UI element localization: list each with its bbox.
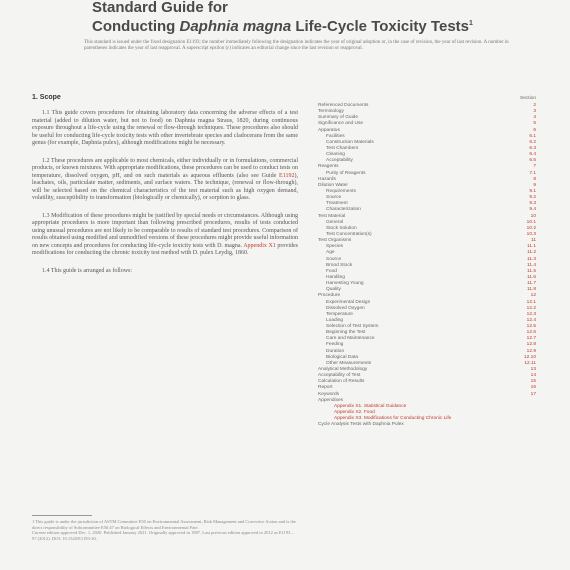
toc-section-number[interactable]: 6.2 [529, 139, 536, 145]
toc-section-number[interactable]: 7 [533, 164, 536, 170]
toc-entry-title: Significance and Use [318, 121, 364, 127]
toc-section-number[interactable]: 12.10 [523, 354, 536, 360]
toc-row[interactable] [318, 422, 536, 428]
toc-section-number[interactable]: 12 [530, 293, 536, 299]
toc-entry-title: Test Concentration(s) [326, 231, 372, 237]
toc-section-number[interactable]: 10.2 [526, 225, 536, 231]
paragraph-1-3 [32, 213, 298, 258]
p2-text: 1.2 These procedures are applicable to most chemicals, either individually or in formulations, commercial products, or known mixtures. With appropriate modifications, these procedures can be used to conduct tests on temperature, dissolved oxygen, pH, and on such materials as aqueous effluents (also see Guide [32, 157, 298, 179]
footnote-1: 1 This guide is under the jurisdiction of ASTM Committee E50 on Environmental Assessment, Risk Management and Corrective Action and is the direct responsibility of Subcommittee E50.47 on Biological Effects and Environmental Fate. [32, 519, 296, 530]
section-rows [318, 103, 536, 428]
toc-entry-title: Test Material [318, 213, 346, 219]
toc-entry-title: Source [326, 256, 342, 262]
toc-entry-title: Test Organisms [318, 238, 352, 244]
toc-section-number[interactable]: 11.1 [527, 244, 536, 250]
title-line-2 [92, 16, 512, 35]
toc-section-number[interactable]: 9 [533, 182, 536, 188]
toc-section-number[interactable]: 17 [530, 391, 536, 397]
toc-entry-title: Apparatus [318, 127, 340, 133]
toc-entry-title: Cycle Analysis Tests with Daphnia Pulex [318, 422, 404, 428]
toc-entry-title: Procedure [318, 293, 341, 299]
toc-section-number[interactable]: 16 [530, 385, 536, 391]
toc-section-number[interactable]: 9.1 [529, 188, 536, 194]
title-text: Conducting [92, 18, 180, 35]
toc-section-number[interactable]: 9.2 [529, 195, 536, 201]
paragraph-1-1: 1.1 This guide covers procedures for obtaining laboratory data concerning the adverse effects of a test material (added to dilution water, but not to food) on Daphnia magna Straus, 1820, during continuous exposure throughout a life-cycle using the renewal or flow-through techniques. These procedures also should be useful for conducting life-cycle toxicity tests with other invertebrate species and cladocerans from the same genus (for example, Daphnia pulex), although modifications might be necessary. [32, 110, 298, 146]
toc-entry-title: Biological Data [326, 354, 358, 360]
toc-entry-title: Experimental Design [326, 299, 371, 305]
toc-entry-title: Feeding [326, 342, 344, 348]
toc-entry-title: Construction Materials [326, 139, 374, 145]
toc-entry-title: Dissolved Oxygen [326, 305, 365, 311]
toc-section-number[interactable]: 11.4 [527, 262, 536, 268]
title-footnote-mark: 1 [469, 20, 473, 27]
toc-section-number[interactable]: 14 [530, 373, 536, 379]
toc-entry-title: Calculation of Results [318, 379, 365, 385]
toc-section-number[interactable]: 7.1 [529, 170, 536, 176]
toc-section-number[interactable]: 9.4 [529, 207, 536, 213]
toc-entry-title: Food [326, 268, 337, 274]
toc-section-number[interactable]: 10.3 [526, 231, 536, 237]
toc-section-number[interactable]: 2 [533, 103, 536, 108]
guide-e1192-link[interactable]: E1192 [279, 172, 295, 179]
footnotes [32, 515, 298, 541]
footnote-rule [32, 515, 92, 516]
document-title [92, 0, 512, 35]
toc-entry-title: Beginning the Test [326, 330, 366, 336]
toc-section-number[interactable]: 13 [530, 367, 536, 373]
toc-section-number[interactable]: 12.3 [526, 311, 536, 317]
toc-section-number[interactable]: 8 [533, 176, 536, 182]
toc-entry-title: Age [326, 250, 335, 256]
toc-entry-title: Acceptability [326, 158, 353, 164]
toc-section-number[interactable]: 9.3 [529, 201, 536, 207]
toc-entry-title: Other Measurements [326, 360, 372, 366]
toc-section-number[interactable]: 11.8 [527, 287, 536, 293]
toc-entry-title: Keywords [318, 391, 340, 397]
toc-entry-title: Species [326, 244, 344, 250]
toc-entry-title: Appendix X3. Modifications for Conducting Chronic Life [334, 416, 452, 422]
toc-entry-title: Stock Solution [326, 225, 357, 231]
scope-heading: 1. Scope [32, 94, 61, 101]
toc-entry-title: Analytical Methodology [318, 367, 368, 373]
toc-entry-title: Referenced Documents [318, 103, 369, 108]
toc-entry-title: Test Chambers [326, 145, 359, 151]
toc-entry-title: Quality [326, 287, 341, 293]
toc-entry-title: Duration [326, 348, 345, 354]
toc-section-number[interactable]: 12.5 [526, 324, 536, 330]
toc-section-number[interactable]: 5 [533, 121, 536, 127]
toc-entry-title: Temperature [326, 311, 353, 317]
toc-entry-title: Brood Stock [326, 262, 353, 268]
toc-section-number[interactable]: 11.7 [527, 281, 536, 287]
toc-section-number[interactable]: 11.6 [527, 274, 536, 280]
toc-entry-title: Hazards [318, 176, 336, 182]
footnote-2: Current edition approved Dec. 1, 2020. Published January 2021. Originally approved in 1987. Last previous edition approved in 2012 as E1193 – 97 (2012). DOI: 10.1520/E1193-20. [32, 530, 294, 541]
paragraph-1-4: 1.4 This guide is arranged as follows: [42, 267, 133, 274]
toc-section-number[interactable]: 6.5 [529, 158, 536, 164]
toc-entry-title: Purity of Reagents [326, 170, 366, 176]
toc-section-number[interactable]: 6.3 [529, 145, 536, 151]
title-species: Daphnia magna [179, 18, 292, 35]
toc-entry-title: Appendix X2. Food [334, 410, 375, 416]
toc-entry-title: Report [318, 385, 333, 391]
p2-text-end: ), leachates, oils, particulate matter, sediments, and surface waters. The technique, (renewal or flow-through), will be selected based on the chemical characteristics of the test material such as high oxygen demand, volatility, susceptibility to transformation (biologically or chemically), or sorption to glass. [32, 172, 298, 201]
toc-entry-title: Appendixes [318, 397, 344, 403]
toc-section-number[interactable]: 12.2 [526, 305, 536, 311]
toc-entry-title: Harvesting Young [326, 281, 364, 287]
toc-entry-title: Source [326, 195, 342, 201]
section-column-header: Section [520, 96, 536, 101]
section-table [318, 96, 536, 428]
toc-entry-title: Dilution Water [318, 182, 348, 188]
toc-entry-title: Characterization [326, 207, 361, 213]
p3-text-end: provides modifications for conducting the chronic toxicity test method with D. pulex Leydig, 1860. [32, 242, 299, 256]
toc-entry-title: Loading [326, 317, 344, 323]
toc-entry-title: Acceptability of Test [318, 373, 361, 379]
toc-entry-title: Requirements [326, 188, 356, 194]
toc-section-number[interactable]: 6.1 [529, 133, 536, 139]
toc-entry-title: Care and Maintenance [326, 336, 375, 342]
toc-section-number[interactable]: 12.4 [526, 317, 536, 323]
toc-entry-title: Treatment [326, 201, 348, 207]
toc-section-number[interactable]: 11 [531, 238, 536, 244]
toc-section-number[interactable]: 4 [533, 115, 536, 121]
toc-section-number[interactable]: 12.1 [526, 299, 536, 305]
scope-body [32, 110, 298, 285]
title-line-1: Standard Guide for [92, 0, 228, 16]
title-text-end: Life-Cycle Toxicity Tests [291, 18, 470, 35]
paragraph-1-2 [32, 158, 298, 203]
toc-section-number[interactable]: 12.7 [526, 336, 536, 342]
appendix-x1-link[interactable]: Appendix X1 [243, 242, 276, 249]
toc-entry-title: Handling [326, 274, 345, 280]
toc-entry-title: Cleaning [326, 152, 345, 158]
toc-section-number[interactable]: 15 [530, 379, 536, 385]
toc-section-number[interactable]: 11.5 [527, 268, 536, 274]
toc-section-number[interactable]: 10 [530, 213, 536, 219]
toc-section-number[interactable]: 12.8 [526, 342, 536, 348]
toc-section-number[interactable]: 11.3 [527, 256, 536, 262]
toc-entry-title: General [326, 219, 344, 225]
toc-section-number[interactable]: 11.2 [527, 250, 536, 256]
toc-entry-title: Appendix X1. Statistical Guidance [334, 403, 407, 409]
p3-text: 1.3 Modification of these procedures might be justified by special needs or circumstances. Although using appropriate procedures is more important than following prescribed procedures, results of tests conducted using unusual procedures are not likely to be comparable to results of standard test procedures. Comparison of results obtained using modified and unmodified versions of these procedures might provide useful information on new concepts and procedures for conducting life-cycle toxicity tests with D. magna. [32, 212, 298, 249]
designation-note: This standard is issued under the fixed designation E1193; the number immediately following the designation indicates the year of original adoption or, in the case of revision, the year of last revision. A number in parentheses indicates the year of last reapproval. A superscript epsilon (ε) indicates an editorial change since the last revision or reapproval. [84, 40, 509, 51]
toc-entry-title: Facilities [326, 133, 345, 139]
toc-section-number[interactable]: 10.1 [526, 219, 536, 225]
toc-section-number[interactable]: 3 [533, 109, 536, 115]
toc-section-number[interactable]: 12.6 [526, 330, 536, 336]
toc-entry-title: Terminology [318, 109, 344, 115]
toc-section-number[interactable]: 12.11 [524, 360, 536, 366]
toc-entry-title: Selection of Test System [326, 324, 379, 330]
toc-entry-title: Reagents [318, 164, 339, 170]
toc-section-number[interactable]: 6 [533, 127, 536, 133]
toc-entry-title: Summary of Guide [318, 115, 358, 121]
toc-section-number[interactable]: 6.4 [529, 152, 536, 158]
toc-section-number[interactable]: 12.9 [526, 348, 536, 354]
